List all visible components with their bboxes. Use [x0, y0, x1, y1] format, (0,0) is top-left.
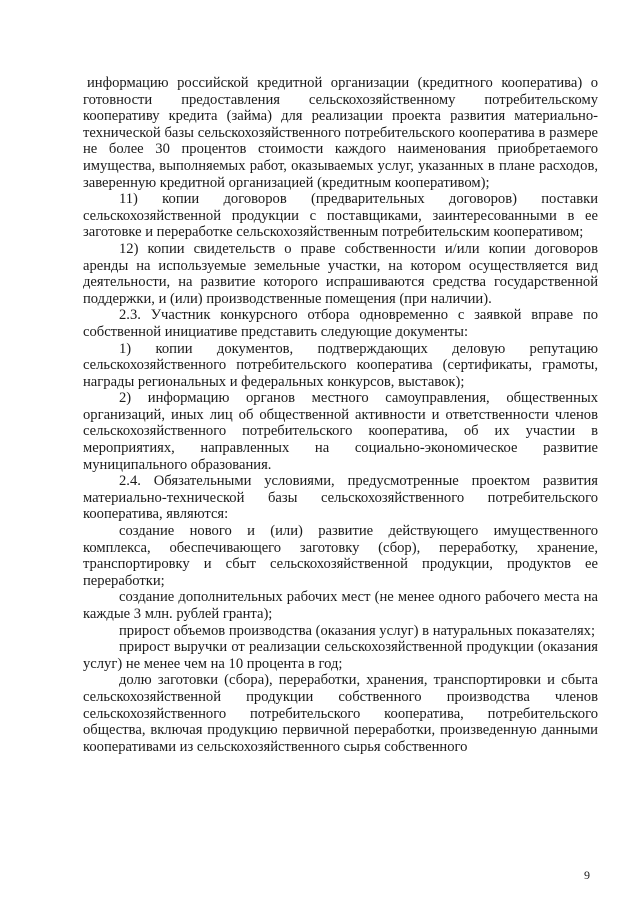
paragraph-item-12: 12) копии свидетельств о праве собственности и/или копии договоров аренды на используемые земельные участки, на котором осуществляется вид деятельности, на развитие которого испрашиваются средства государственной поддержки, и (или) производственные помещения (при наличии). — [83, 240, 598, 307]
paragraph-item-1: 1) копии документов, подтверждающих деловую репутацию сельскохозяйственного потребительского кооператива (сертификаты, грамоты, награды региональных и федеральных конкурсов, выставок); — [83, 340, 598, 390]
paragraph-item-2: 2) информацию органов местного самоуправления, общественных организаций, иных лиц об общественной активности и ответственности членов сельскохозяйственного потребительского кооператива, об их участии в мероприятиях, направленных на социально-экономическое развитие муниципального образования. — [83, 390, 598, 473]
paragraph-condition-complex: создание нового и (или) развитие действующего имущественного комплекса, обеспечивающего заготовку (сбор), переработку, хранение, транспортировку и сбыт сельскохозяйственной продукции, продуктов ее переработки; — [83, 523, 598, 589]
paragraph-credit-info: информацию российской кредитной организации (кредитного кооператива) о готовности предоставления сельскохозяйственному потребительскому кооперативу кредита (займа) для реализации проекта развития материально-технической базы сельскохозяйственного потребительского кооператива в размере не более 30 процентов стоимости каждого наименования приобретаемого имущества, выполняемых работ, оказываемых услуг, указанных в плане расходов, заверенную кредитной организацией (кредитным кооперативом); — [83, 75, 598, 191]
paragraph-condition-production: прирост объемов производства (оказания услуг) в натуральных показателях; — [119, 622, 596, 639]
paragraph-section-2-3: 2.3. Участник конкурсного отбора одновременно с заявкой вправе по собственной инициативе представить следующие документы: — [83, 307, 598, 340]
document-page — [83, 75, 598, 755]
paragraph-item-11: 11) копии договоров (предварительных договоров) поставки сельскохозяйственной продукции с поставщиками, заинтересованными в ее заготовке и переработке сельскохозяйственным потребительским кооперативом; — [83, 191, 598, 241]
paragraph-condition-jobs: создание дополнительных рабочих мест (не менее одного рабочего места на каждые 3 млн. рублей гранта); — [83, 589, 598, 622]
paragraph-section-2-4: 2.4. Обязательными условиями, предусмотренные проектом развития материально-технической базы сельскохозяйственного потребительского кооператива, являются: — [83, 473, 598, 523]
page-number: 9 — [584, 868, 590, 882]
paragraph-condition-revenue: прирост выручки от реализации сельскохозяйственной продукции (оказания услуг) не менее чем на 10 процента в год; — [83, 639, 598, 672]
paragraph-condition-share: долю заготовки (сбора), переработки, хранения, транспортировки и сбыта сельскохозяйственной продукции собственного производства членов сельскохозяйственного потребительского кооператива, потребительского общества, включая продукцию первичной переработки, произведенную данными кооперативами из сельскохозяйственного сырья собственного — [83, 672, 598, 755]
